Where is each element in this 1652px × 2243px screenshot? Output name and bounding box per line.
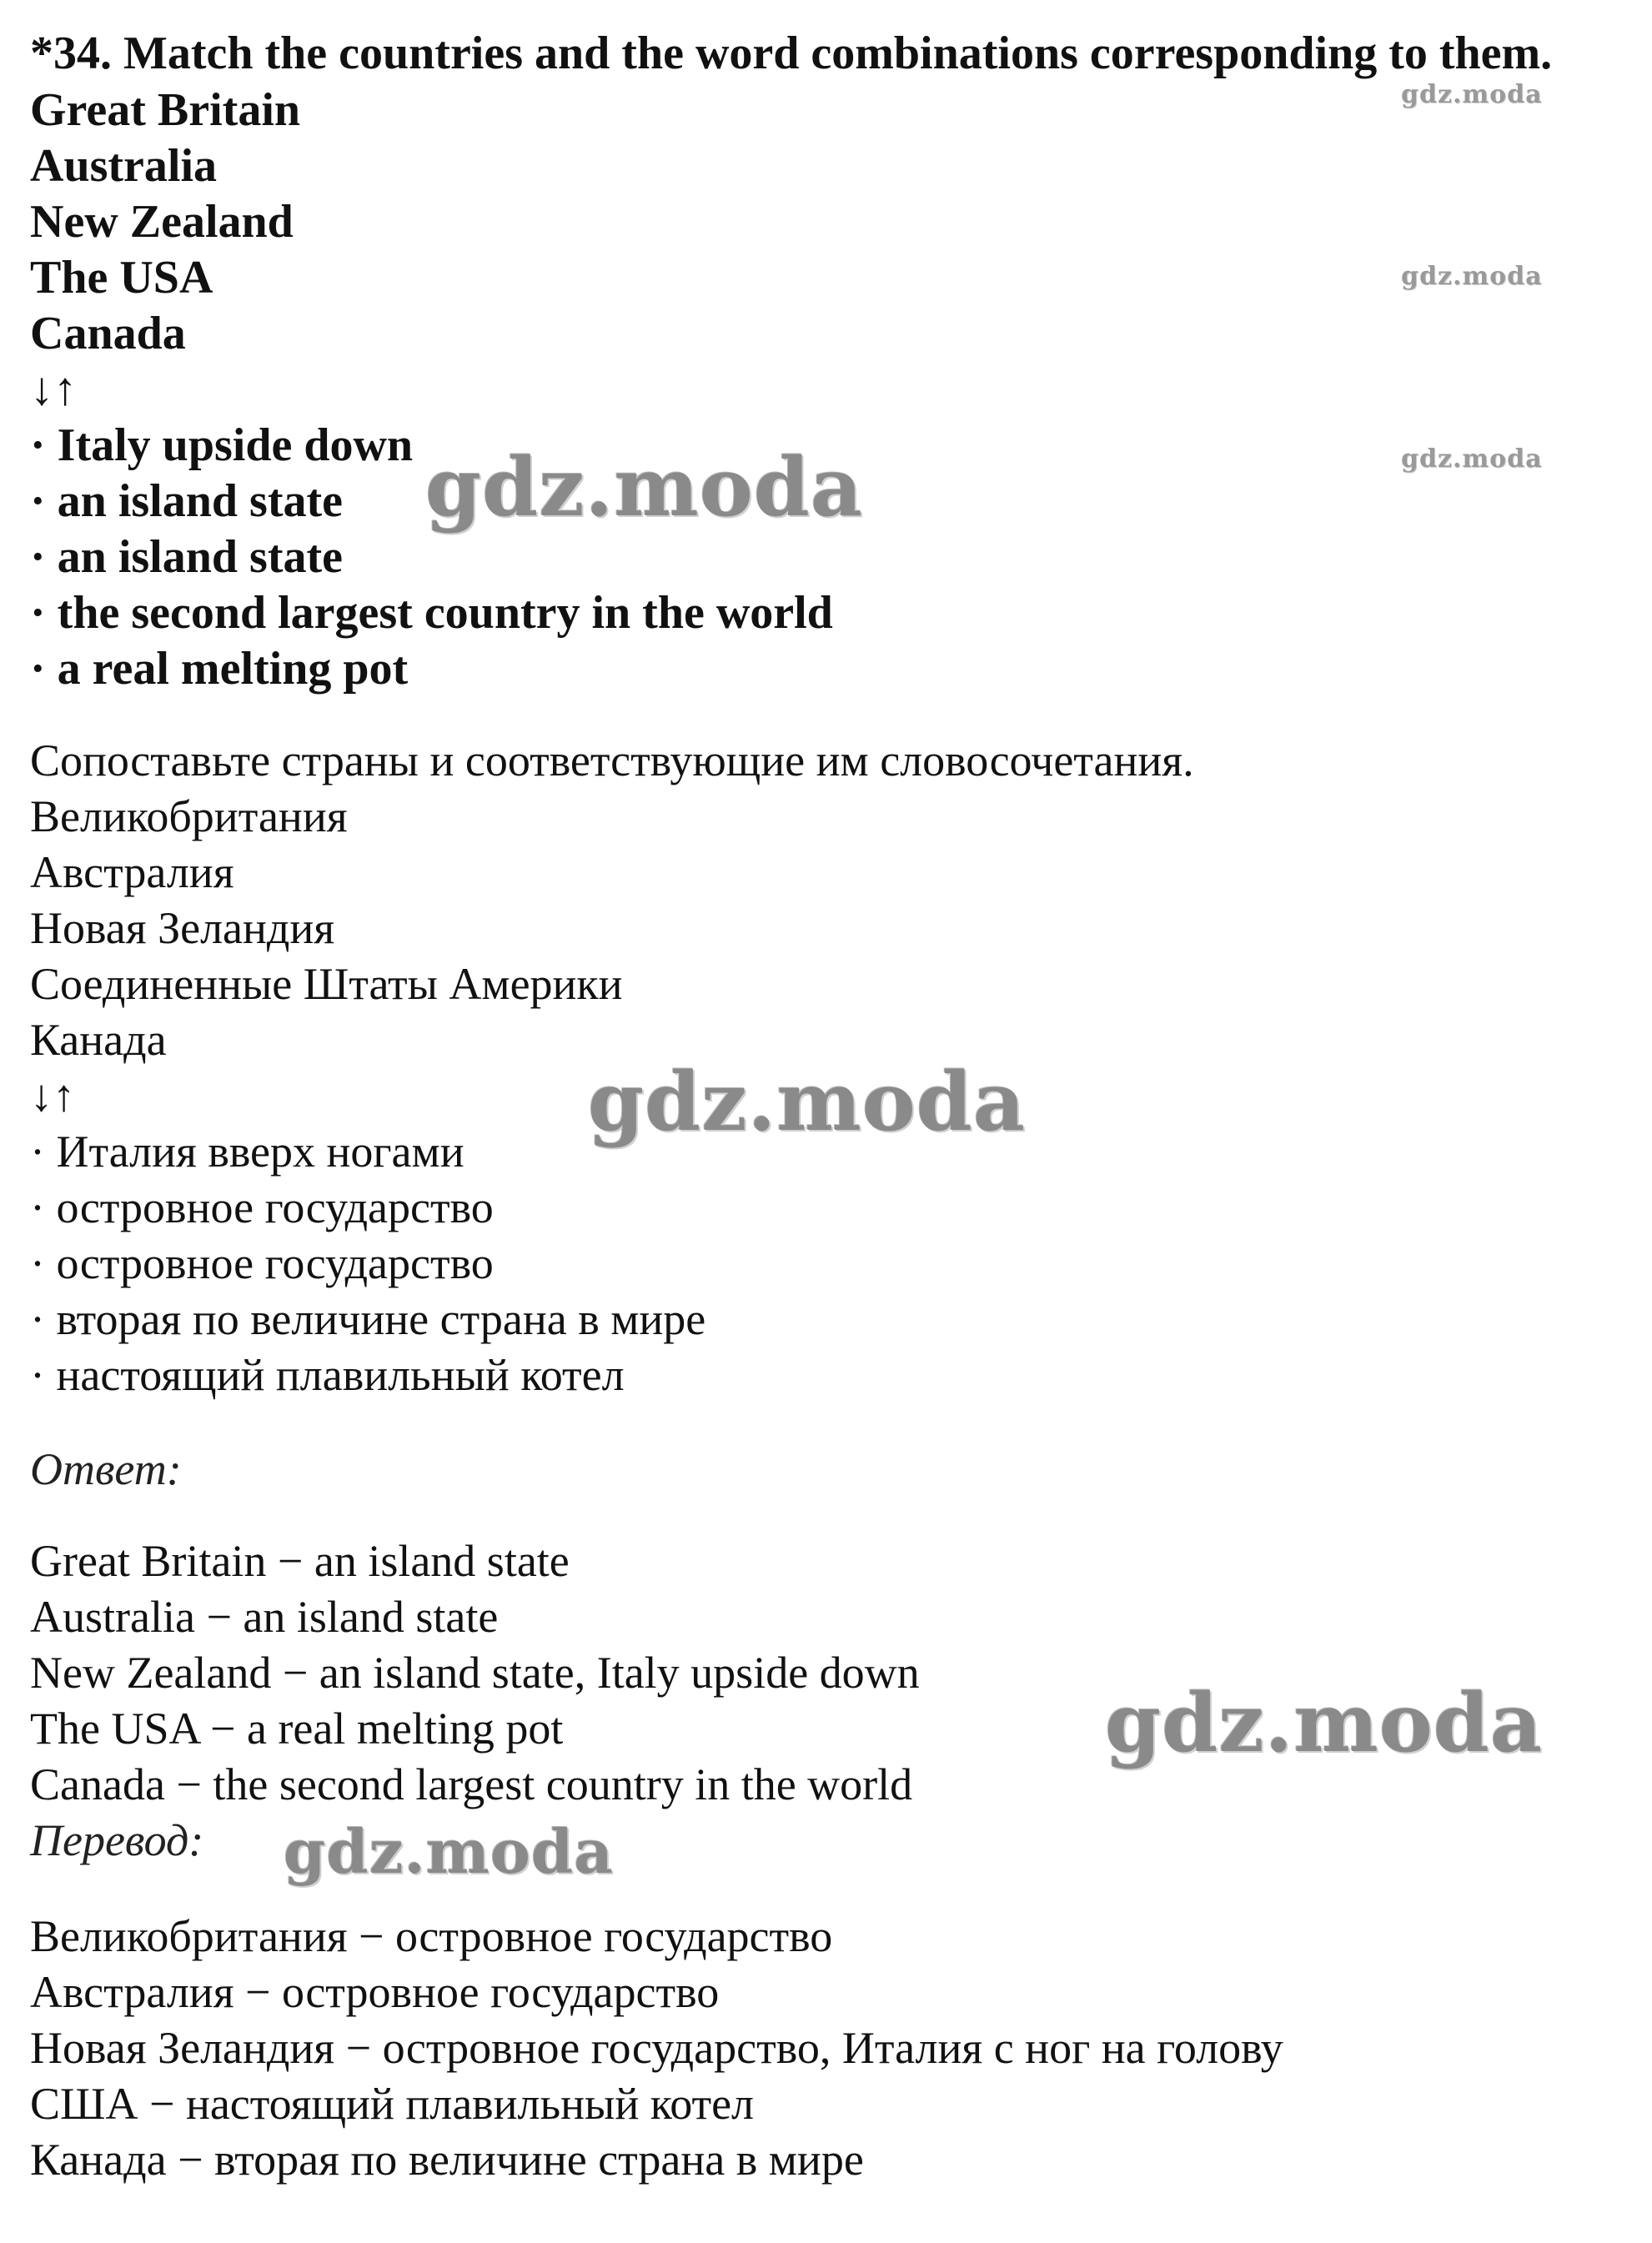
translation-label: Перевод:	[30, 1815, 204, 1865]
watermark: gdz.moda	[1401, 444, 1543, 474]
country-item: Australia	[30, 140, 217, 192]
translation-line: Великобритания − островное государство	[30, 1911, 833, 1961]
country-item-ru: Канада	[30, 1015, 167, 1065]
phrase-item-ru: · островное государство	[30, 1238, 494, 1288]
task-title: *34. Match the countries and the word combinations corresponding to them.	[30, 28, 1553, 79]
match-arrows-ru: ↓↑	[30, 1071, 75, 1121]
watermark: gdz.moda	[1401, 80, 1543, 109]
country-item: Great Britain	[30, 84, 301, 136]
phrase-item-ru: · Италия вверх ногами	[30, 1127, 464, 1177]
phrase-item-ru: · островное государство	[30, 1182, 494, 1232]
country-item: Canada	[30, 308, 186, 359]
answer-label: Ответ:	[30, 1444, 182, 1494]
phrase-item: · Italy upside down	[30, 419, 414, 471]
country-item: The USA	[30, 252, 213, 304]
country-item-ru: Новая Зеландия	[30, 903, 335, 953]
answer-line: Australia − an island state	[30, 1592, 499, 1642]
answer-line: Canada − the second largest country in the world	[30, 1759, 913, 1809]
watermark: gdz.moda	[1105, 1676, 1544, 1770]
answer-line: Great Britain − an island state	[30, 1536, 570, 1586]
phrase-item-ru: · вторая по величине страна в мире	[30, 1294, 706, 1344]
phrase-item-ru: · настоящий плавильный котел	[30, 1350, 625, 1400]
answer-line: The USA − a real melting pot	[30, 1704, 564, 1754]
phrase-item: · the second largest country in the world	[30, 587, 833, 639]
country-item-ru: Великобритания	[30, 791, 348, 841]
translation-line: Канада − вторая по величине страна в мире	[30, 2135, 864, 2185]
country-item-ru: Австралия	[30, 847, 234, 897]
phrase-item: · an island state	[30, 475, 343, 527]
translation-line: США − настоящий плавильный котел	[30, 2079, 755, 2129]
watermark: gdz.moda	[588, 1055, 1027, 1149]
country-item-ru: Соединенные Штаты Америки	[30, 959, 623, 1009]
translation-line: Австралия − островное государство	[30, 1967, 720, 2017]
phrase-item: · an island state	[30, 531, 343, 583]
match-arrows: ↓↑	[30, 364, 77, 415]
translation-task-title: Сопоставьте страны и соответствующие им словосочетания.	[30, 735, 1194, 785]
answer-line: New Zealand − an island state, Italy upside down	[30, 1648, 920, 1698]
watermark: gdz.moda	[1401, 262, 1543, 291]
watermark: gdz.moda	[284, 1816, 614, 1887]
translation-line: Новая Зеландия − островное государство, Италия с ног на голову	[30, 2023, 1283, 2073]
country-item: New Zealand	[30, 196, 294, 248]
watermark: gdz.moda	[425, 440, 864, 534]
phrase-item: · a real melting pot	[30, 643, 409, 695]
